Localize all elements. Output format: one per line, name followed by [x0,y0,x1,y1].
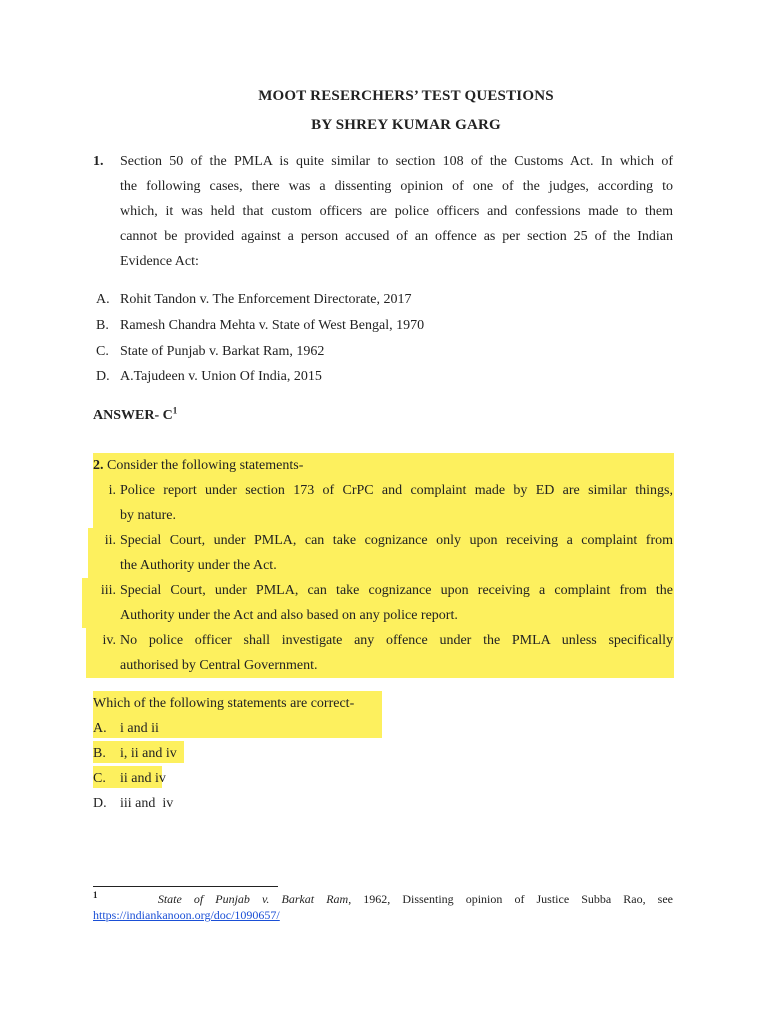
question-1-line-3: which, it was held that custom officers are police officers and confessions made to them [120,204,673,219]
q2-statement-iii-label: iii. [100,583,116,598]
q2-option-b-label: B. [93,746,106,761]
question-1-line-5: Evidence Act: [120,254,199,269]
q1-option-c-text: State of Punjab v. Barkat Ram, 1962 [120,344,325,359]
q1-option-d-label: D. [96,369,110,384]
q1-answer-text: ANSWER- C [93,408,173,423]
q2-statement-i-line-1: Police report under section 173 of CrPC and complaint made by ED are similar things, [120,483,673,498]
q2-intro: Consider the following statements- [107,458,304,473]
q2-option-a-text: i and ii [120,721,159,736]
q1-option-d-text: A.Tajudeen v. Union Of India, 2015 [120,369,322,384]
question-1-number: 1. [93,154,104,169]
question-2-number: 2. [93,458,104,473]
question-1-line-1: Section 50 of the PMLA is quite similar to section 108 of the Customs Act. In which of [120,154,673,169]
q2-statement-iii-line-2: Authority under the Act and also based on any police report. [120,608,458,623]
q2-option-c-label: C. [93,771,106,786]
q1-option-a-label: A. [96,292,110,307]
footnote-text: , 1962, Dissenting opinion of Justice Subba Rao, see [348,892,673,906]
document-title-line-2: BY SHREY KUMAR GARG [311,117,501,133]
q2-statement-i-line-2: by nature. [120,508,176,523]
q2-intro-line [93,453,674,478]
q2-statement-iv-line-1: No police officer shall investigate any offence under the PMLA unless specifically [120,633,673,648]
q2-statement-i-label: i. [108,483,116,498]
q2-statement-ii-line-1: Special Court, under PMLA, can take cognizance only upon receiving a complaint from [120,533,673,548]
footnote-reference[interactable]: 1 [172,405,178,416]
q2-statement-ii-label: ii. [104,533,116,548]
q2-statement-iv-label: iv. [102,633,116,648]
q1-option-c-label: C. [96,344,109,359]
q2-statement-iii-line-1: Special Court, under PMLA, can take cognizance upon receiving a complaint from the [120,583,673,598]
q1-answer [93,403,177,428]
q2-option-a-label: A. [93,721,107,736]
q1-option-b-text: Ramesh Chandra Mehta v. State of West Bengal, 1970 [120,318,425,333]
q2-option-c-text: ii and iv [120,771,166,786]
q2-option-b-text: i, ii and iv [120,746,177,761]
question-1-line-2: the following cases, there was a dissenting opinion of one of the judges, according to [120,179,673,194]
q2-option-d-label: D. [93,796,107,811]
q1-option-a-text: Rohit Tandon v. The Enforcement Directorate, 2017 [120,292,412,307]
footnote-separator [93,886,278,887]
q2-statement-iv-line-2: authorised by Central Government. [120,658,318,673]
footnote-link[interactable]: https://indiankanoon.org/doc/1090657/ [93,908,280,922]
footnote-line-2 [93,908,280,923]
q2-option-d-text: iii and iv [120,796,174,811]
q2-statement-ii-line-2: the Authority under the Act. [120,558,277,573]
q2-prompt: Which of the following statements are correct- [93,691,382,716]
footnote-case-name: State of Punjab v. Barkat Ram [157,892,349,906]
document-title-line-1: MOOT RESERCHERS’ TEST QUESTIONS [258,88,554,104]
footnote-line-1 [93,892,673,907]
footnote-number: 1 [93,890,98,900]
question-1-line-4: cannot be provided against a person accused of an offence as per section 25 of the Indian [120,229,673,244]
q1-option-b-label: B. [96,318,109,333]
